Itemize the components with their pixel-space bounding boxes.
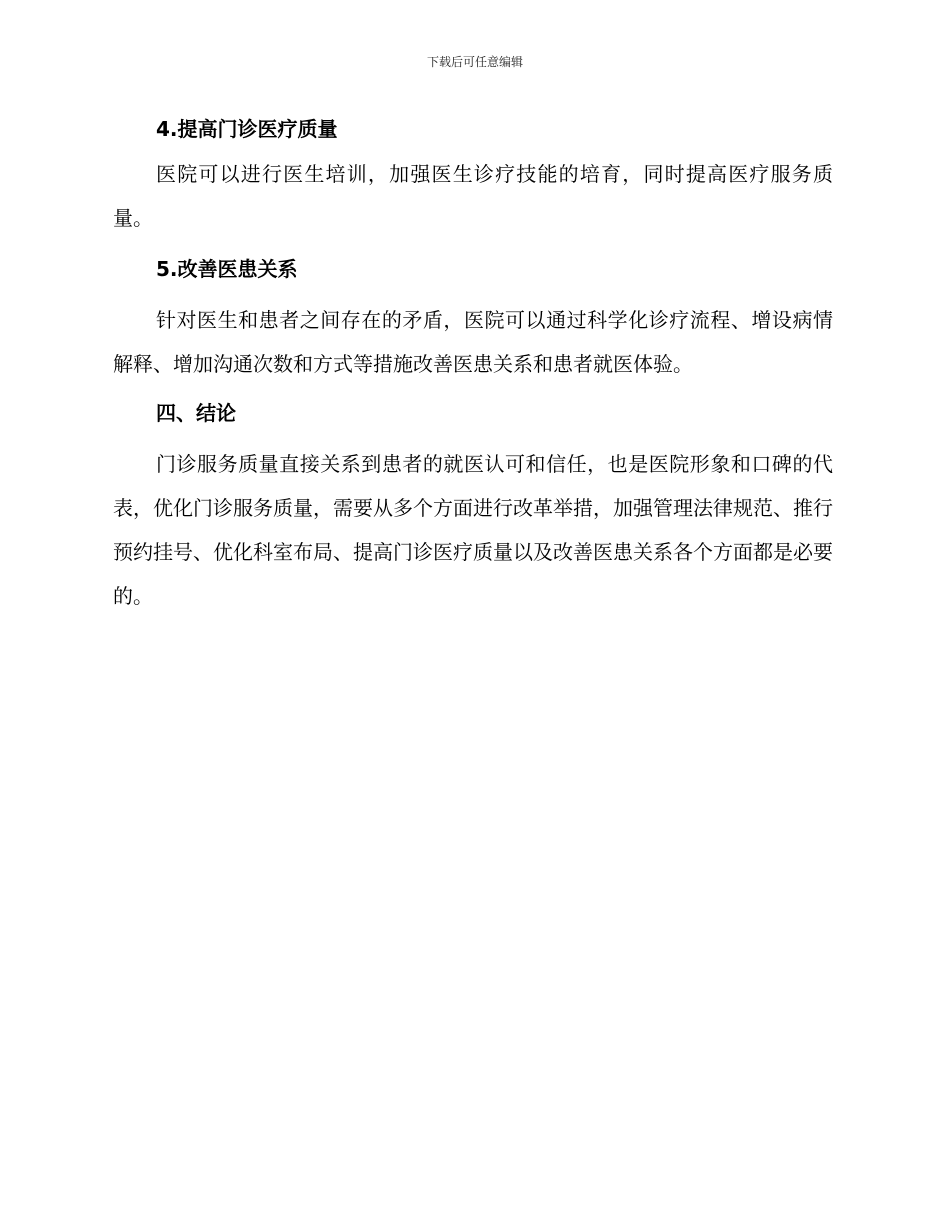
section-heading-quality: 4.提高门诊医疗质量: [156, 117, 338, 141]
section-heading-conclusion: 四、结论: [156, 401, 236, 425]
page-header: 下载后可任意编辑: [426, 55, 523, 69]
document-body: [113, 114, 833, 618]
section-heading-relations: 5.改善医患关系: [156, 257, 298, 281]
section-paragraph-quality: 医院可以进行医生培训，加强医生诊疗技能的培育，同时提高医疗服务质量。: [113, 162, 833, 230]
section-paragraph-relations: 针对医生和患者之间存在的矛盾，医院可以通过科学化诊疗流程、增设病情解释、增加沟通次数和方式等措施改善医患关系和患者就医体验。: [113, 308, 833, 376]
section-paragraph-conclusion: 门诊服务质量直接关系到患者的就医认可和信任，也是医院形象和口碑的代表，优化门诊服务质量，需要从多个方面进行改革举措，加强管理法律规范、推行预约挂号、优化科室布局、提高门诊医疗质量以及改善医患关系各个方面都是必要的。: [113, 452, 833, 608]
